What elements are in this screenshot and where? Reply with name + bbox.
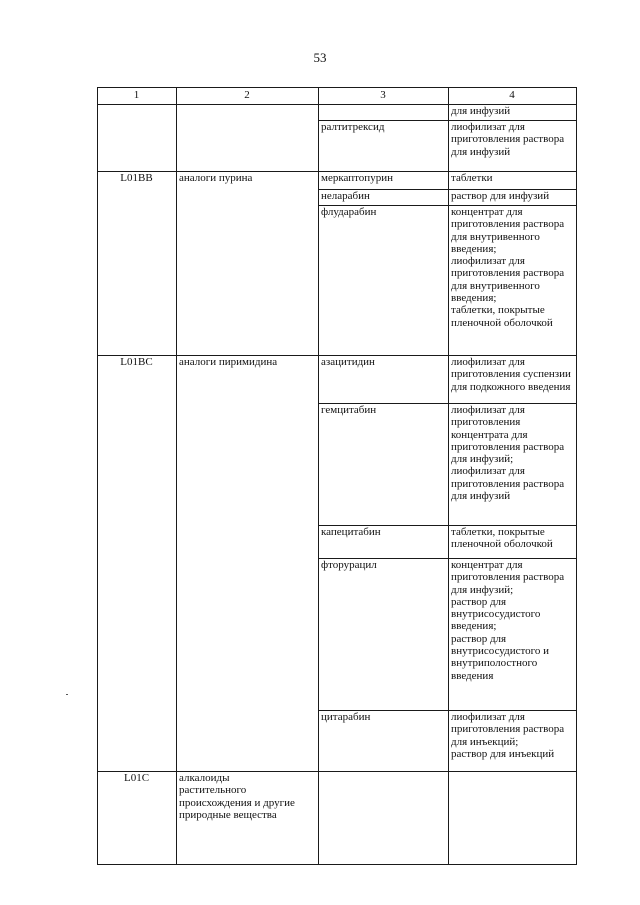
substance-cell — [321, 356, 445, 368]
table-border — [97, 87, 577, 88]
cell-text: лиофилизат для — [451, 711, 525, 723]
cell-text: концентрат для — [451, 559, 523, 571]
cell-text: пленочной оболочкой — [451, 538, 553, 551]
cell-text: пленочной оболочкой — [451, 316, 553, 329]
substance-cell — [321, 559, 445, 571]
cell-text: растительного — [179, 784, 247, 797]
cell-text: лиофилизат для — [451, 255, 525, 268]
cell-text: внутрисосудистого — [451, 608, 541, 621]
cell-text: приготовления раствора — [451, 440, 565, 453]
cell-text: для инфузий; — [451, 453, 514, 466]
cell-text: меркаптопурин — [321, 172, 393, 184]
table-border — [576, 87, 577, 864]
cell-text: приготовления раствора — [451, 723, 565, 736]
cell-text: таблетки, покрытые — [451, 526, 545, 538]
cell-text: введения; — [451, 620, 497, 633]
dosage-form-cell — [451, 526, 573, 551]
substance-cell — [321, 190, 445, 202]
cell-text: аналоги пиримидина — [179, 356, 278, 368]
substance-cell — [321, 121, 445, 133]
cell-text: лиофилизат для — [451, 465, 525, 478]
cell-text: для инъекций; — [451, 735, 519, 748]
cell-text: внутриполостного — [451, 657, 538, 670]
substance-cell — [321, 206, 445, 218]
code-cell: L01BC — [120, 356, 153, 368]
cell-text: лиофилизат для — [451, 404, 525, 416]
code-cell: L01C — [123, 772, 150, 784]
group-cell — [179, 772, 315, 821]
column-divider — [318, 87, 319, 864]
dosage-form-cell — [451, 356, 573, 393]
cell-text: азацитидин — [321, 356, 375, 368]
cell-text: для подкожного введения — [451, 380, 571, 393]
dosage-form-cell — [451, 190, 573, 202]
drug-table — [97, 87, 576, 864]
substance-cell — [321, 711, 445, 723]
cell-text: раствор для — [451, 632, 507, 645]
cell-text: алкалоиды — [179, 772, 230, 784]
cell-text: капецитабин — [321, 526, 381, 538]
cell-text: лиофилизат для — [451, 121, 525, 133]
cell-text: приготовления раствора — [451, 571, 565, 584]
cell-text: раствор для инфузий — [451, 190, 550, 202]
column-header: 2 — [244, 89, 250, 101]
dosage-form-cell — [451, 172, 573, 184]
dosage-form-cell — [451, 105, 573, 117]
column-header: 1 — [133, 89, 140, 101]
code-cell: L01BB — [120, 172, 153, 184]
cell-text: введения; — [451, 292, 497, 305]
cell-text: концентрат для — [451, 206, 523, 218]
substance-cell — [321, 526, 445, 538]
cell-text: лиофилизат для — [451, 356, 525, 368]
cell-text: раствор для инъекций — [451, 747, 555, 760]
cell-text: концентрата для — [451, 428, 528, 441]
cell-text: для внутривенного — [451, 230, 540, 243]
cell-text: неларабин — [321, 190, 370, 202]
substance-cell — [321, 172, 445, 184]
cell-text: приготовления раствора — [451, 218, 565, 231]
cell-text: для инфузий — [451, 105, 511, 117]
cell-text: ралтитрексид — [321, 121, 385, 133]
cell-text: приготовления суспензии — [451, 368, 571, 381]
cell-text: приготовления раствора — [451, 133, 565, 146]
cell-text: внутрисосудистого и — [451, 645, 550, 658]
group-cell — [179, 356, 315, 368]
column-divider — [448, 87, 449, 864]
column-divider — [176, 87, 177, 864]
cell-text: происхождения и другие — [179, 796, 295, 809]
dosage-form-cell — [451, 206, 573, 329]
cell-text: приготовления раствора — [451, 477, 565, 490]
cell-text: аналоги пурина — [179, 172, 253, 184]
column-header: 4 — [509, 89, 515, 101]
column-header: 3 — [380, 89, 386, 101]
cell-text: для внутривенного — [451, 279, 540, 292]
cell-text: приготовления — [451, 416, 521, 429]
cell-text: таблетки, покрытые — [451, 304, 545, 317]
section-divider — [97, 864, 577, 865]
cell-text: для инфузий — [451, 490, 511, 503]
cell-text: таблетки — [451, 172, 493, 184]
cell-text: природные вещества — [179, 808, 277, 821]
cell-text: введения; — [451, 242, 497, 255]
cell-text: введения — [451, 669, 494, 682]
cell-text: флударабин — [321, 206, 377, 218]
group-cell — [179, 172, 315, 184]
cell-text: фторурацил — [321, 559, 377, 571]
margin-mark — [66, 694, 68, 695]
cell-text: раствор для — [451, 595, 507, 608]
dosage-form-cell — [451, 559, 573, 682]
page-number: 53 — [313, 50, 327, 65]
dosage-form-cell — [451, 404, 573, 502]
cell-text: для инфузий; — [451, 583, 514, 596]
dosage-form-cell — [451, 121, 573, 158]
cell-text: приготовления раствора — [451, 267, 565, 280]
substance-cell — [321, 404, 445, 416]
cell-text: для инфузий — [451, 145, 511, 158]
cell-text: гемцитабин — [321, 404, 377, 416]
table-border — [97, 87, 98, 864]
dosage-form-cell — [451, 711, 573, 760]
cell-text: цитарабин — [321, 711, 371, 723]
